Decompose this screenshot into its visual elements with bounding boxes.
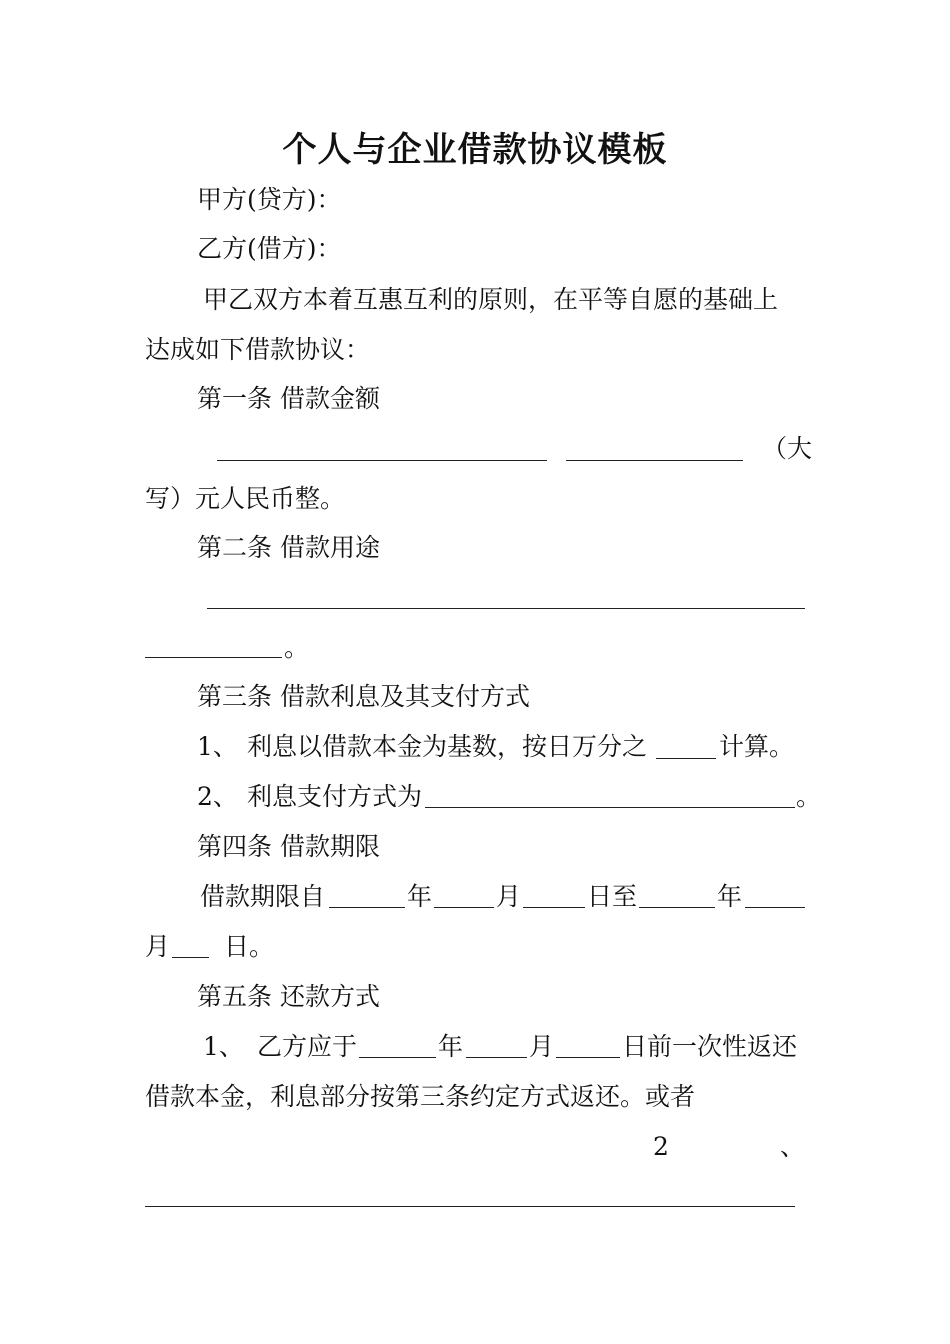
term-start-label: 借款期限自: [200, 882, 326, 911]
party-a-label: 甲方(贷方)：: [197, 185, 342, 214]
repay-item-1-number: 1、: [203, 1032, 244, 1061]
repay-item-1-start: 乙方应于: [257, 1032, 358, 1061]
term-year-1: 年: [407, 882, 433, 911]
intro-line-1: 甲乙双方本着互惠互利的原则，在平等自愿的基础上: [203, 285, 779, 314]
party-b-label: 乙方(借方)：: [197, 234, 342, 263]
interest-item-1-end: 计算。: [719, 732, 795, 761]
repay-line-2: 借款本金，利息部分按第三条约定方式返还。或者: [145, 1082, 696, 1111]
term-end-year-blank: [639, 907, 715, 908]
term-day-2: 日。: [224, 932, 275, 961]
repay-item-2-separator: 、: [780, 1132, 806, 1161]
interest-item-2-text: 利息支付方式为: [247, 782, 423, 811]
term-start-month-blank: [434, 907, 494, 908]
repay-day-text: 日前一次性返还: [622, 1032, 798, 1061]
repay-year: 年: [438, 1032, 464, 1061]
article-2-heading: 第二条 借款用途: [197, 533, 380, 562]
amount-uppercase-open: （大: [762, 434, 813, 463]
interest-item-1-text: 利息以借款本金为基数，按日万分之: [247, 732, 648, 761]
interest-item-2-end: 。: [796, 782, 822, 811]
payment-method-blank: [425, 807, 795, 808]
term-end-day-blank: [172, 957, 209, 958]
term-start-day-blank: [523, 907, 585, 908]
article-4-heading: 第四条 借款期限: [197, 832, 380, 861]
interest-rate-blank: [656, 758, 716, 759]
repay-item-2-blank: [145, 1206, 795, 1207]
term-year-2: 年: [717, 882, 743, 911]
interest-item-1-number: 1、: [197, 732, 238, 761]
term-start-year-blank: [329, 907, 405, 908]
amount-blank-1: [217, 460, 547, 461]
repay-month-blank: [466, 1057, 527, 1058]
article-5-heading: 第五条 还款方式: [197, 982, 380, 1011]
purpose-blank-1: [207, 608, 805, 609]
article-1-heading: 第一条 借款金额: [197, 384, 380, 413]
repay-item-2-number: 2: [653, 1132, 669, 1161]
term-end-month-blank: [745, 907, 805, 908]
term-month-1: 月: [496, 882, 522, 911]
amount-blank-2: [566, 460, 743, 461]
interest-item-2-number: 2、: [197, 782, 238, 811]
repay-day-blank: [556, 1057, 620, 1058]
purpose-blank-2: [145, 657, 282, 658]
purpose-end-mark: 。: [284, 633, 310, 662]
amount-line-2: 写）元人民币整。: [145, 484, 346, 513]
repay-year-blank: [359, 1057, 436, 1058]
term-day-to: 日至: [587, 882, 638, 911]
article-3-heading: 第三条 借款利息及其支付方式: [197, 682, 530, 711]
document-title: 个人与企业借款协议模板: [282, 130, 668, 170]
intro-line-2: 达成如下借款协议：: [145, 335, 371, 364]
repay-month: 月: [529, 1032, 555, 1061]
term-month-2: 月: [145, 932, 171, 961]
